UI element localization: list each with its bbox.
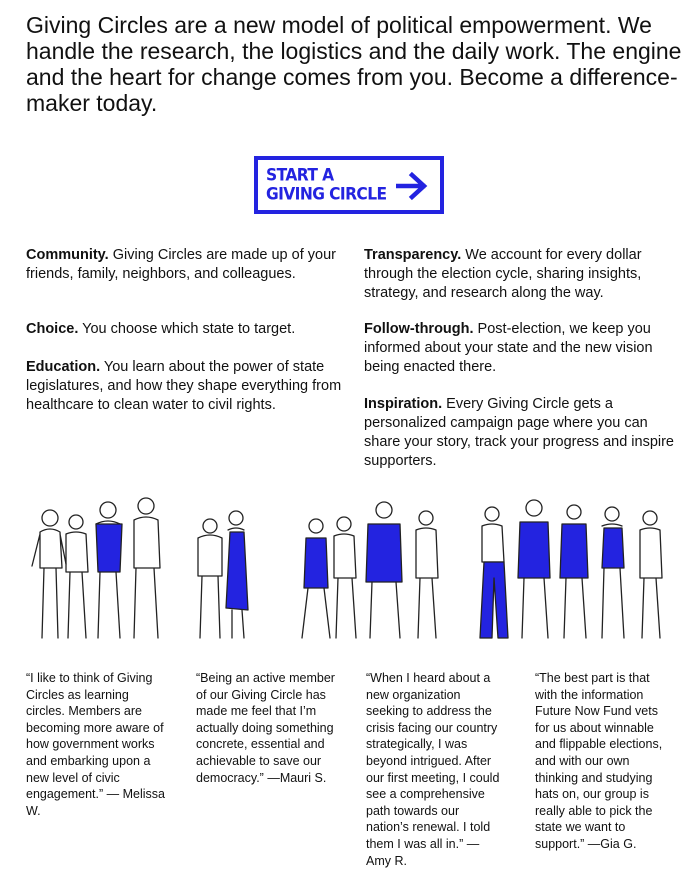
- person-figure: [302, 519, 330, 638]
- start-giving-circle-label: START A GIVING CIRCLE: [266, 165, 387, 204]
- feature-choice: [26, 320, 344, 339]
- feature-title: Transparency.: [364, 247, 462, 263]
- person-figure: [32, 510, 66, 638]
- feature-title: Inspiration.: [364, 396, 443, 412]
- feature-body: You learn about the power of state legislatures, and how they shape everything from healthcare to clean water to civil rights.: [26, 359, 342, 413]
- person-figure: [560, 505, 588, 638]
- testimonial-amy: “When I heard about a new organization seeking to address the crisis facing our country strategically, I was beyond intrigued. After our first meeting, I could see a comprehensive path towards our nation’s renewal. I told them I was all in.” —Amy R.: [366, 671, 500, 868]
- person-figure: [66, 515, 88, 638]
- feature-follow-through: [364, 320, 684, 377]
- person-figure: [480, 507, 508, 638]
- feature-title: Education.: [26, 359, 101, 375]
- person-figure: [134, 498, 160, 638]
- people-illustration: [0, 488, 700, 658]
- person-figure: [226, 511, 248, 638]
- person-figure: [640, 511, 662, 638]
- person-figure: [518, 500, 550, 638]
- feature-title: Community.: [26, 247, 109, 263]
- feature-title: Choice.: [26, 321, 79, 337]
- person-figure: [602, 507, 624, 638]
- testimonial-melissa: “I like to think of Giving Circles as learning circles. Members are becoming more aware of how government works and embarking upon a new level of civic engagement.” — Melissa W.: [26, 671, 165, 818]
- feature-body: Giving Circles are made up of your friends, family, neighbors, and colleagues.: [26, 247, 336, 282]
- feature-education: [26, 358, 344, 415]
- feature-title: Follow-through.: [364, 321, 474, 337]
- feature-community: [26, 246, 344, 284]
- person-figure: [96, 502, 122, 638]
- person-figure: [334, 517, 356, 638]
- feature-inspiration: [364, 395, 684, 471]
- person-figure: [198, 519, 222, 638]
- arrow-right-icon: [396, 171, 428, 201]
- feature-body: You choose which state to target.: [78, 321, 296, 337]
- person-figure: [416, 511, 438, 638]
- person-figure: [366, 502, 402, 638]
- testimonial-gia: “The best part is that with the information Future Now Fund vets for us about winnable and flippable elections, and with our own thinking and studying hats on, our group is really able to pick the state we want to support.” —Gia G.: [535, 671, 663, 851]
- feature-body: Every Giving Circle gets a personalized campaign page where you can share your story, track your progress and inspire supporters.: [364, 396, 675, 469]
- feature-transparency: [364, 246, 684, 303]
- feature-body: We account for every dollar through the election cycle, sharing insights, strategy, and research along the way.: [364, 247, 642, 301]
- testimonial-mauri: “Being an active member of our Giving Circle has made me feel that I’m actually doing something concrete, essential and achievable to save our democracy.” —Mauri S.: [196, 671, 335, 785]
- intro-paragraph: Giving Circles are a new model of political empowerment. We handle the research, the logistics and the daily work. The engine and the heart for change comes from you. Become a difference-maker today.: [26, 12, 682, 116]
- start-giving-circle-button[interactable]: [254, 156, 444, 214]
- feature-body: Post-election, we keep you informed about your state and the new vision being enacted there.: [364, 321, 653, 375]
